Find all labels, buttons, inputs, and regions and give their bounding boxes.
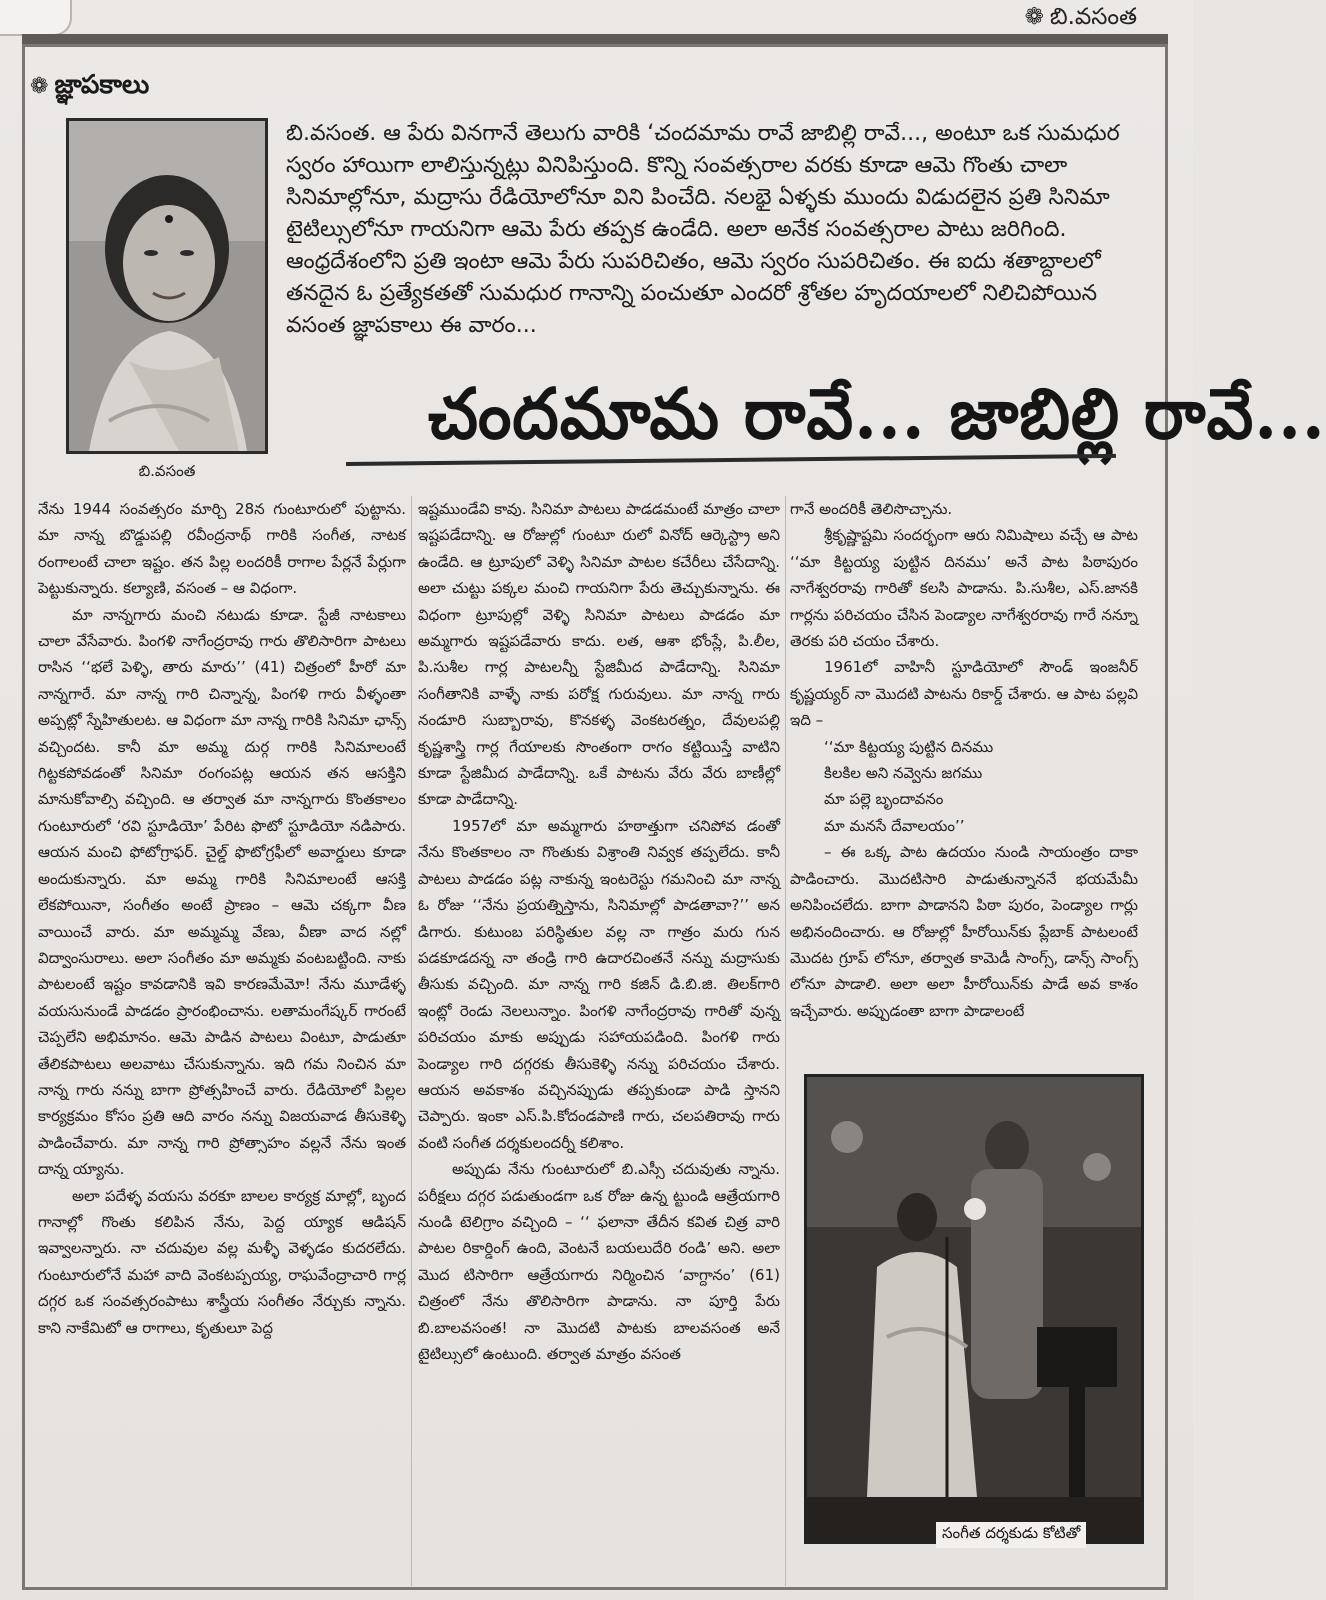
photo-with-music-director xyxy=(804,1074,1144,1544)
song-verse-line: మా మనసే దేవాలయం’’ xyxy=(824,816,965,835)
song-verse-line: ‘‘మా కిట్టయ్య పుట్టిన దినము xyxy=(824,737,994,756)
headline: చందమామ రావే... జాబిల్లి రావే... xyxy=(428,372,1326,455)
section-label xyxy=(30,70,149,106)
paragraph: అప్పుడు నేను గుంటూరులో బి.ఎస్సీ చదువుతు న్నాను. పరీక్షలు దగ్గర పడుతుండగా ఒక రోజు ఉన్న ట్టుండి ఆత్రేయగారి నుండి టెలిగ్రాం వచ్చింది – ‘‘ ఫలానా తేదీన కవిత చిత్ర వారి పాటల రికార్డింగ్ ఉంది, వెంటనే బయలుదేరి రండి’ అని. అలా మొద టిసారిగా ఆత్రేయగారు నిర్మించిన ‘వాగ్దానం’ (61) చిత్రంలో నేను తొలిసారిగా పాడాను. నా పూర్తి పేరు బి.బాలవసంత! నా మొదటి పాటకు బాలవసంత అనే టైటిల్సులో ఉంటుంది. తర్వాత మాత్రం వసంత xyxy=(418,1160,780,1363)
author-tag xyxy=(1025,4,1137,36)
portrait-caption: బి.వసంత xyxy=(138,462,196,480)
singer-portrait xyxy=(66,118,268,454)
article-column-3 xyxy=(790,496,1138,1024)
paragraph: గానే అందరికీ తెలిసొచ్చాను. xyxy=(790,500,953,518)
author-name: బి.వసంత xyxy=(1049,4,1137,30)
paragraph: 1957లో మా అమ్మగారు హఠాత్తుగా చనిపోవ డంతో నేను కొంతకాలం నా గొంతుకు విశ్రాంతి నివ్వక తప్పలేదు. కానీ పాటలు పాడడం పట్ల నాకున్న ఇంటరెస్టు గమనించి మా నాన్న ఓ రోజు ‘‘నేను ప్రయత్నిస్తాను, సినిమాల్లో పాడతావా?’’ అన డిగారు. కుటుంబ పరిస్థితుల వల్ల నా గాత్రం మరు గున పడకూడదన్న నా తండ్రి గారి ఉదారచింతనే నన్ను మద్రాసుకు తీసుకు వచ్చింది. మా నాన్న గారి కజిన్ డి.బి.జి. తిలక్‌గారి ఇంట్లో రెండు నెలలున్నాం. పింగళి నాగేంద్రరావు గారితో వున్న పరిచయం మాకు అప్పుడు సహాయపడింది. పింగళి గారు పెండ్యాల గారి దగ్గరకు తీసుకెళ్ళి నన్ను పరిచయం చేశారు. ఆయన అవకాశం వచ్చినప్పుడు తప్పకుండా పాడి స్తానని చెప్పారు. ఇంకా ఎస్.పి.కోదండపాణి గారు, చలపతిరావు గారు వంటి సంగీత దర్శకులందర్నీ కలిశాం. xyxy=(418,816,780,1152)
paragraph: 1961లో వాహినీ స్టూడియోలో సౌండ్ ఇంజనీర్ కృష్ణయ్యర్ నా మొదటి పాటను రికార్డ్ చేశారు. ఆ పాట పల్లవి ఇది – xyxy=(790,658,1138,730)
song-verse-line: మా పల్లె బృందావనం xyxy=(824,790,944,809)
paragraph: అలా పదేళ్ళ వయసు వరకూ బాలల కార్యక్ర మాల్లో, బృంద గానాల్లో గొంతు కలిపిన నేను, పెద్ద య్యాక ఆడిషన్ ఇవ్వాలన్నారు. నా చదువుల వల్ల మళ్ళీ వెళ్ళడం కుదరలేదు. గుంటూరులోనే మహా వాది వెంకటప్పయ్య, రాఘవేంద్రాచారి గార్ల దగ్గర ఒక సంవత్సరంపాటు శాస్త్రీయ సంగీతం నేర్చుకు న్నాను. కాని నాకేమిటో ఆ రాగాలు, కృతులూ పెద్ద xyxy=(38,1186,406,1337)
portrait-illustration xyxy=(69,121,265,451)
section-label-text: జ్ఞాపకాలు xyxy=(54,70,150,100)
paragraph: మా నాన్నగారు మంచి నటుడు కూడా. స్టేజీ నాటకాలు చాలా వేసేవారు. పింగళి నాగేంద్రరావు గారు తొలిసారిగా పాటలు రాసిన ‘‘భలే పెళ్ళి, తారు మారు’’ (41) చిత్రంలో హీరో మా నాన్నగారే. మా నాన్న గారి చిన్నాన్న, పింగళి గారు వీళ్ళంతా అప్పట్లో స్నేహితులట. ఆ విధంగా మా నాన్న గారికి సినిమా ఛాన్స్ వచ్చిందట. కానీ మా అమ్మ దుర్గ గారికి సినిమాలంటే గిట్టకపోవడంతో సినిమా రంగంపట్ల ఆయన తన ఆసక్తిని మానుకోవాల్సి వచ్చింది. ఆ తర్వాత మా నాన్నగారు కొంతకాలం గుంటూరులో ‘రవి స్టూడియో’ పేరిట ఫొటో స్టూడియో నడిపారు. ఆయన మంచి ఫోటోగ్రాఫర్. చైల్డ్ ఫొటోగ్రఫీలో అవార్డులు కూడా అందుకున్నారు. మా అమ్మ గారికి సినిమాలంటే ఆసక్తి లేకపోయినా, సంగీతం అంటే ప్రాణం – ఆమె చక్కగా వీణ వాయించే వారు. మా అమ్మమ్మ వేణు, వీణా వాద నల్లో విద్వాంసురాలు. అలా సంగీతం మా అమ్మకు వంటబట్టింది. నాకు పాటలంటే ఇష్టం కావడానికి ఇవి కారణమేమో! నేను మూడేళ్ళ వయసునుండే పాడడం ప్రారంభించాను. లతామంగేష్కర్ గారంటే చెప్పలేని అభిమానం. ఆమె పాడిన పాటలు వింటూ, పాడుతూ తేలికపాటలు అలవాటు చేసుకున్నాను. ఇది గమ నించిన మా నాన్న గారు నన్ను బాగా ప్రోత్సహించే వారు. రేడియోలో పిల్లల కార్యక్రమం కోసం ప్రతి ఆది వారం నన్ను విజయవాడ తీసుకెళ్ళి పాడించేవారు. మా నాన్న గారి ప్రోత్సాహం వల్లనే నేను ఇంత దాన్న య్యాను. xyxy=(38,605,406,1179)
paragraph: నేను 1944 సంవత్సరం మార్చి 28న గుంటూరులో పుట్టాను. మా నాన్న బొడ్డుపల్లి రవీంద్రనాథ్ గారికి సంగీత, నాటక రంగాలంటే చాలా ఇష్టం. తన పిల్ల లందరికీ రాగాల పేర్లనే పేర్లుగా పెట్టుకున్నారు. కల్యాణి, వసంత – ఆ విధంగా. xyxy=(38,500,406,598)
flower-ornament-icon: ❁ xyxy=(30,74,49,99)
song-verse-line: కిలకిల అని నవ్వెను జగము xyxy=(824,764,983,783)
stage-photo-illustration xyxy=(807,1077,1141,1541)
article-column-2 xyxy=(418,496,780,1367)
top-border-strip xyxy=(22,34,1168,44)
column-divider xyxy=(411,496,412,1586)
page-fold xyxy=(0,0,72,36)
paragraph: – ఈ ఒక్క పాట ఉదయం నుండి సాయంత్రం దాకా పాడించారు. మొదటిసారి పాడుతున్నాననే భయమేమీ అనిపించలేదు. బాగా పాడానని పిఠా పురం, పెండ్యాల గార్లు అభినందించారు. ఆ రోజుల్లో హీరోయిన్‌కు ప్లేబాక్ పాటలంటే మొదట గ్రూప్ లోనూ, తర్వాత కామెడీ సాంగ్స్, డాన్స్ సాంగ్స్ లోనూ పాడాలి. అలా అలా హీరోయిన్‌కు పాడే అవ కాశం ఇచ్చేవారు. అప్పుడంతా బాగా పాడాలంటే xyxy=(790,843,1138,1020)
intro-paragraph xyxy=(286,118,1142,342)
photo-caption: సంగీత దర్శకుడు కోటితో xyxy=(936,1522,1086,1548)
paragraph: ఇష్టముండేవి కావు. సినిమా పాటలు పాడడమంటే మాత్రం చాలా ఇష్టపడేదాన్ని. ఆ రోజుల్లో గుంటూ రులో వినోద్ ఆర్కెస్ట్రా అని ఉండేది. ఆ ట్రూపులో వెళ్ళి సినిమా పాటల కచేరీలు చేసేదాన్ని. అలా చుట్టు పక్కల మంచి గాయనిగా పేరు తెచ్చుకున్నాను. ఈ విధంగా ట్రూపుల్లో వెళ్ళి సినిమా పాటలు పాడడం మా అమ్మగారు ఇష్టపడేవారు కాదు. లత, ఆశా భోంస్లే, పి.లీల, పి.సుశీల గార్ల పాటలన్నీ స్టేజిమీద పాడేదాన్ని. సినిమా సంగీతానికి వాళ్ళే నాకు పరోక్ష గురువులు. మా నాన్న గారు నండూరి సుబ్బారావు, కొనకళ్ళ వెంకటరత్నం, దేవులపల్లి కృష్ణశాస్త్రి గార్ల గేయాలకు సొంతంగా రాగం కట్టియిస్తే వాటిని కూడా స్టేజిమీద పాడేదాన్ని. ఒకే పాటను వేరు వేరు బాణీల్లో కూడా పాడేదాన్ని. xyxy=(418,500,780,809)
intro-text: బి.వసంత. ఆ పేరు వినగానే తెలుగు వారికి ‘చందమామ రావే జాబిల్లి రావే..., అంటూ ఒక సుమధుర స్వరం హాయిగా లాలిస్తున్నట్లు వినిపిస్తుంది. కొన్ని సంవత్సరాల వరకు కూడా ఆమె గొంతు చాలా సినిమాల్లోనూ, మద్రాసు రేడియోలోనూ విని పించేది. నలభై ఏళ్ళకు ముందు విడుదలైన ప్రతి సినిమా టైటిల్సులోనూ గాయనిగా ఆమె పేరు తప్పక ఉండేది. అలా అనేక సంవత్సరాల పాటు జరిగింది. ఆంధ్రదేశంలోని ప్రతి ఇంటా ఆమె పేరు సుపరిచితం, ఆమె స్వరం సుపరిచితం. ఈ ఐదు శతాబ్దాలలో తనదైన ఓ ప్రత్యేకతతో సుమధుర గానాన్ని పంచుతూ ఎందరో శ్రోతల హృదయాలలో నిలిచిపోయిన వసంత జ్ఞాపకాలు ఈ వారం... xyxy=(286,121,1120,338)
paragraph: శ్రీకృష్ణాష్టమి సందర్భంగా ఆరు నిమిషాలు వచ్చే ఆ పాట ‘‘మా కిట్టయ్య పుట్టిన దినము’ అనే పాట పిఠాపురం నాగేశ్వరరావు గారితో కలసి పాడాను. పి.సుశీల, ఎస్.జానకి గార్లను పరిచయం చేసిన పెండ్యాల నాగేశ్వరరావు గారే నన్నూ తెరకు పరి చయం చేశారు. xyxy=(790,526,1138,651)
flower-ornament-icon: ❁ xyxy=(1024,4,1044,30)
column-divider xyxy=(785,496,786,1586)
article-column-1 xyxy=(38,496,406,1341)
